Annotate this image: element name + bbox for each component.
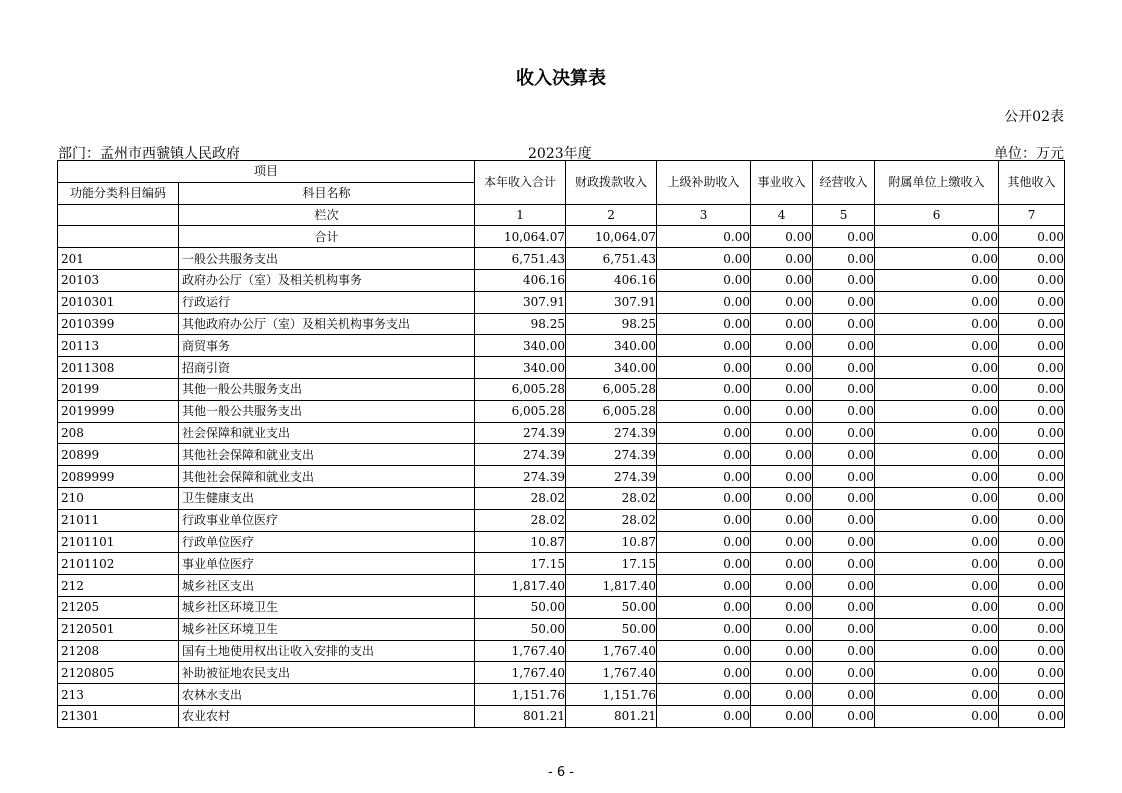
header-col-2: 财政拨款收入: [566, 161, 657, 205]
row-value: 0.00: [751, 248, 813, 270]
row-value: 0.00: [875, 618, 999, 640]
row-code: 2120805: [58, 662, 179, 684]
row-value: 28.02: [475, 487, 566, 509]
row-value: 0.00: [657, 575, 751, 597]
column-number: 3: [657, 204, 751, 226]
row-value: 0.00: [813, 248, 875, 270]
row-value: 0.00: [999, 291, 1065, 313]
row-value: 0.00: [999, 640, 1065, 662]
row-value: 0.00: [657, 248, 751, 270]
row-value: 0.00: [813, 291, 875, 313]
row-value: 0.00: [875, 400, 999, 422]
row-value: 0.00: [751, 640, 813, 662]
row-code: 2010301: [58, 291, 179, 313]
row-name: 卫生健康支出: [179, 487, 475, 509]
row-name: 招商引资: [179, 357, 475, 379]
row-value: 0.00: [813, 357, 875, 379]
row-value: 6,005.28: [566, 378, 657, 400]
row-value: 17.15: [566, 553, 657, 575]
row-code: 2011308: [58, 357, 179, 379]
row-code: 2101101: [58, 531, 179, 553]
row-name: 城乡社区支出: [179, 575, 475, 597]
row-name: 国有土地使用权出让收入安排的支出: [179, 640, 475, 662]
row-value: 1,817.40: [475, 575, 566, 597]
row-value: 50.00: [475, 618, 566, 640]
row-value: 0.00: [813, 466, 875, 488]
row-value: 1,151.76: [475, 684, 566, 706]
table-row: [58, 400, 1065, 422]
row-value: 0.00: [657, 553, 751, 575]
row-value: 274.39: [475, 466, 566, 488]
row-name: 其他一般公共服务支出: [179, 378, 475, 400]
row-value: 0.00: [751, 662, 813, 684]
row-value: 0.00: [751, 596, 813, 618]
row-value: 0.00: [751, 705, 813, 727]
column-number: 5: [813, 204, 875, 226]
table-row: [58, 662, 1065, 684]
row-value: 0.00: [813, 444, 875, 466]
row-value: 0.00: [657, 531, 751, 553]
row-name: 社会保障和就业支出: [179, 422, 475, 444]
row-value: 0.00: [751, 378, 813, 400]
row-value: 0.00: [875, 575, 999, 597]
row-value: 0.00: [875, 422, 999, 444]
row-code: 20113: [58, 335, 179, 357]
row-value: 0.00: [657, 444, 751, 466]
total-value: 0.00: [751, 226, 813, 248]
row-value: 0.00: [813, 335, 875, 357]
row-value: 6,005.28: [566, 400, 657, 422]
total-value: 10,064.07: [475, 226, 566, 248]
table-row: [58, 509, 1065, 531]
row-value: 0.00: [751, 313, 813, 335]
row-value: 0.00: [813, 313, 875, 335]
row-value: 0.00: [999, 662, 1065, 684]
table-row: [58, 248, 1065, 270]
table-row: [58, 378, 1065, 400]
row-code: 21208: [58, 640, 179, 662]
row-value: 0.00: [657, 684, 751, 706]
row-value: 0.00: [999, 444, 1065, 466]
row-value: 0.00: [657, 487, 751, 509]
table-body: [58, 226, 1065, 727]
row-name: 农业农村: [179, 705, 475, 727]
row-value: 0.00: [999, 575, 1065, 597]
row-value: 0.00: [813, 269, 875, 291]
table-row: [58, 269, 1065, 291]
table-row: [58, 291, 1065, 313]
row-value: 0.00: [999, 335, 1065, 357]
header-col-3: 上级补助收入: [657, 161, 751, 205]
header-blank: [58, 204, 179, 226]
row-value: 0.00: [813, 400, 875, 422]
table-row: [58, 705, 1065, 727]
row-value: 0.00: [751, 335, 813, 357]
row-value: 307.91: [475, 291, 566, 313]
table-row: [58, 466, 1065, 488]
row-name: 农林水支出: [179, 684, 475, 706]
row-code: 20103: [58, 269, 179, 291]
row-value: 0.00: [751, 509, 813, 531]
row-code: 21205: [58, 596, 179, 618]
table-row: [58, 640, 1065, 662]
row-code: 208: [58, 422, 179, 444]
row-value: 0.00: [999, 378, 1065, 400]
table-header: [58, 161, 1065, 226]
row-value: 28.02: [566, 509, 657, 531]
row-value: 0.00: [813, 596, 875, 618]
row-value: 6,005.28: [475, 378, 566, 400]
row-value: 406.16: [475, 269, 566, 291]
row-value: 50.00: [566, 618, 657, 640]
row-value: 0.00: [813, 422, 875, 444]
row-code: 2101102: [58, 553, 179, 575]
row-value: 0.00: [999, 248, 1065, 270]
row-value: 307.91: [566, 291, 657, 313]
table-row: [58, 335, 1065, 357]
row-value: 10.87: [566, 531, 657, 553]
row-value: 340.00: [475, 335, 566, 357]
table-row: [58, 444, 1065, 466]
header-item: 项目: [58, 161, 475, 183]
table-row: [58, 684, 1065, 706]
row-value: 0.00: [999, 705, 1065, 727]
row-name: 商贸事务: [179, 335, 475, 357]
row-value: 0.00: [751, 269, 813, 291]
row-value: 0.00: [657, 705, 751, 727]
row-value: 0.00: [875, 509, 999, 531]
row-value: 340.00: [566, 335, 657, 357]
row-value: 0.00: [999, 466, 1065, 488]
column-number: 2: [566, 204, 657, 226]
table-row: [58, 531, 1065, 553]
total-value: 0.00: [813, 226, 875, 248]
header-code: 功能分类科目编码: [58, 182, 179, 204]
row-code: 201: [58, 248, 179, 270]
department-label: 部门：孟州市西虢镇人民政府: [58, 146, 240, 162]
row-value: 801.21: [566, 705, 657, 727]
row-value: 406.16: [566, 269, 657, 291]
total-value: 0.00: [999, 226, 1065, 248]
row-value: 0.00: [999, 684, 1065, 706]
row-value: 1,767.40: [566, 662, 657, 684]
row-value: 98.25: [475, 313, 566, 335]
row-value: 0.00: [657, 509, 751, 531]
row-value: 0.00: [751, 357, 813, 379]
row-value: 0.00: [751, 553, 813, 575]
row-code: 2010399: [58, 313, 179, 335]
total-row: [58, 226, 1065, 248]
row-value: 274.39: [566, 422, 657, 444]
row-value: 0.00: [657, 596, 751, 618]
row-value: 1,817.40: [566, 575, 657, 597]
row-value: 0.00: [657, 335, 751, 357]
row-value: 6,751.43: [566, 248, 657, 270]
total-value: 0.00: [657, 226, 751, 248]
row-name: 其他社会保障和就业支出: [179, 444, 475, 466]
row-value: 0.00: [875, 487, 999, 509]
row-value: 0.00: [999, 422, 1065, 444]
row-value: 17.15: [475, 553, 566, 575]
column-number: 1: [475, 204, 566, 226]
row-value: 0.00: [813, 662, 875, 684]
row-value: 0.00: [813, 509, 875, 531]
row-code: 2089999: [58, 466, 179, 488]
row-value: 0.00: [751, 466, 813, 488]
row-value: 0.00: [999, 553, 1065, 575]
row-value: 0.00: [875, 531, 999, 553]
row-value: 0.00: [657, 269, 751, 291]
row-value: 0.00: [751, 684, 813, 706]
row-name: 其他一般公共服务支出: [179, 400, 475, 422]
header-col-4: 事业收入: [751, 161, 813, 205]
header-col-1: 本年收入合计: [475, 161, 566, 205]
row-value: 0.00: [813, 640, 875, 662]
column-number: 4: [751, 204, 813, 226]
row-value: 340.00: [475, 357, 566, 379]
row-value: 0.00: [999, 400, 1065, 422]
row-value: 0.00: [751, 444, 813, 466]
row-value: 0.00: [751, 291, 813, 313]
row-value: 0.00: [751, 400, 813, 422]
row-value: 801.21: [475, 705, 566, 727]
row-code: 2120501: [58, 618, 179, 640]
row-name: 行政运行: [179, 291, 475, 313]
row-value: 1,767.40: [566, 640, 657, 662]
row-value: 0.00: [657, 291, 751, 313]
income-table: [57, 160, 1065, 728]
total-value: 0.00: [875, 226, 999, 248]
total-code-cell: [58, 226, 179, 248]
row-value: 1,767.40: [475, 662, 566, 684]
row-value: 274.39: [566, 444, 657, 466]
row-value: 0.00: [751, 531, 813, 553]
row-value: 0.00: [657, 378, 751, 400]
row-name: 行政事业单位医疗: [179, 509, 475, 531]
row-value: 0.00: [999, 531, 1065, 553]
row-value: 28.02: [475, 509, 566, 531]
row-value: 0.00: [657, 313, 751, 335]
total-value: 10,064.07: [566, 226, 657, 248]
row-value: 6,005.28: [475, 400, 566, 422]
row-value: 0.00: [657, 662, 751, 684]
row-value: 0.00: [875, 705, 999, 727]
row-value: 0.00: [999, 509, 1065, 531]
row-value: 0.00: [813, 618, 875, 640]
row-code: 212: [58, 575, 179, 597]
row-value: 1,151.76: [566, 684, 657, 706]
fiscal-year: 2023年度: [528, 146, 592, 162]
row-value: 0.00: [875, 335, 999, 357]
row-value: 0.00: [751, 422, 813, 444]
row-value: 0.00: [875, 466, 999, 488]
row-name: 行政单位医疗: [179, 531, 475, 553]
row-value: 0.00: [657, 357, 751, 379]
row-value: 98.25: [566, 313, 657, 335]
row-code: 20199: [58, 378, 179, 400]
row-value: 50.00: [475, 596, 566, 618]
row-name: 其他社会保障和就业支出: [179, 466, 475, 488]
row-value: 0.00: [999, 487, 1065, 509]
row-value: 0.00: [999, 269, 1065, 291]
row-value: 28.02: [566, 487, 657, 509]
row-value: 0.00: [657, 422, 751, 444]
row-value: 1,767.40: [475, 640, 566, 662]
table-row: [58, 422, 1065, 444]
table-row: [58, 618, 1065, 640]
row-value: 0.00: [813, 531, 875, 553]
row-value: 340.00: [566, 357, 657, 379]
row-value: 0.00: [875, 248, 999, 270]
row-value: 0.00: [813, 378, 875, 400]
row-value: 0.00: [999, 313, 1065, 335]
row-value: 274.39: [566, 466, 657, 488]
row-value: 0.00: [751, 487, 813, 509]
page-number: - 6 -: [548, 765, 574, 780]
report-meta: [58, 143, 1064, 161]
column-number: 6: [875, 204, 999, 226]
row-name: 政府办公厅（室）及相关机构事务: [179, 269, 475, 291]
row-name: 城乡社区环境卫生: [179, 596, 475, 618]
row-value: 0.00: [875, 444, 999, 466]
form-number: 公开02表: [1004, 109, 1064, 125]
row-value: 0.00: [657, 640, 751, 662]
row-value: 0.00: [657, 618, 751, 640]
row-value: 0.00: [875, 269, 999, 291]
row-value: 0.00: [875, 313, 999, 335]
unit-label: 单位：万元: [994, 146, 1064, 162]
row-value: 0.00: [813, 487, 875, 509]
row-value: 0.00: [999, 618, 1065, 640]
row-code: 2019999: [58, 400, 179, 422]
row-value: 0.00: [875, 596, 999, 618]
row-value: 0.00: [875, 662, 999, 684]
row-code: 210: [58, 487, 179, 509]
row-value: 0.00: [875, 640, 999, 662]
row-code: 21011: [58, 509, 179, 531]
table-row: [58, 575, 1065, 597]
row-value: 0.00: [875, 291, 999, 313]
row-code: 20899: [58, 444, 179, 466]
row-name: 补助被征地农民支出: [179, 662, 475, 684]
row-name: 城乡社区环境卫生: [179, 618, 475, 640]
row-value: 0.00: [875, 553, 999, 575]
row-value: 0.00: [657, 400, 751, 422]
total-label: 合计: [179, 226, 475, 248]
row-value: 0.00: [657, 466, 751, 488]
header-col-6: 附属单位上缴收入: [875, 161, 999, 205]
row-value: 274.39: [475, 422, 566, 444]
row-value: 0.00: [999, 357, 1065, 379]
row-value: 0.00: [875, 378, 999, 400]
row-value: 0.00: [813, 575, 875, 597]
header-col-7: 其他收入: [999, 161, 1065, 205]
row-value: 0.00: [813, 553, 875, 575]
row-name: 一般公共服务支出: [179, 248, 475, 270]
row-name: 其他政府办公厅（室）及相关机构事务支出: [179, 313, 475, 335]
row-code: 213: [58, 684, 179, 706]
header-col-5: 经营收入: [813, 161, 875, 205]
table-row: [58, 487, 1065, 509]
row-value: 6,751.43: [475, 248, 566, 270]
table-row: [58, 553, 1065, 575]
table-row: [58, 313, 1065, 335]
row-value: 0.00: [875, 684, 999, 706]
row-value: 0.00: [813, 684, 875, 706]
row-value: 0.00: [751, 575, 813, 597]
row-value: 10.87: [475, 531, 566, 553]
header-column-label: 栏次: [179, 204, 475, 226]
table-row: [58, 596, 1065, 618]
row-value: 0.00: [999, 596, 1065, 618]
header-name: 科目名称: [179, 182, 475, 204]
row-value: 274.39: [475, 444, 566, 466]
page-title: 收入决算表: [516, 68, 606, 89]
column-number: 7: [999, 204, 1065, 226]
row-value: 0.00: [875, 357, 999, 379]
row-name: 事业单位医疗: [179, 553, 475, 575]
row-value: 0.00: [751, 618, 813, 640]
row-value: 0.00: [813, 705, 875, 727]
row-value: 50.00: [566, 596, 657, 618]
row-code: 21301: [58, 705, 179, 727]
table-row: [58, 357, 1065, 379]
